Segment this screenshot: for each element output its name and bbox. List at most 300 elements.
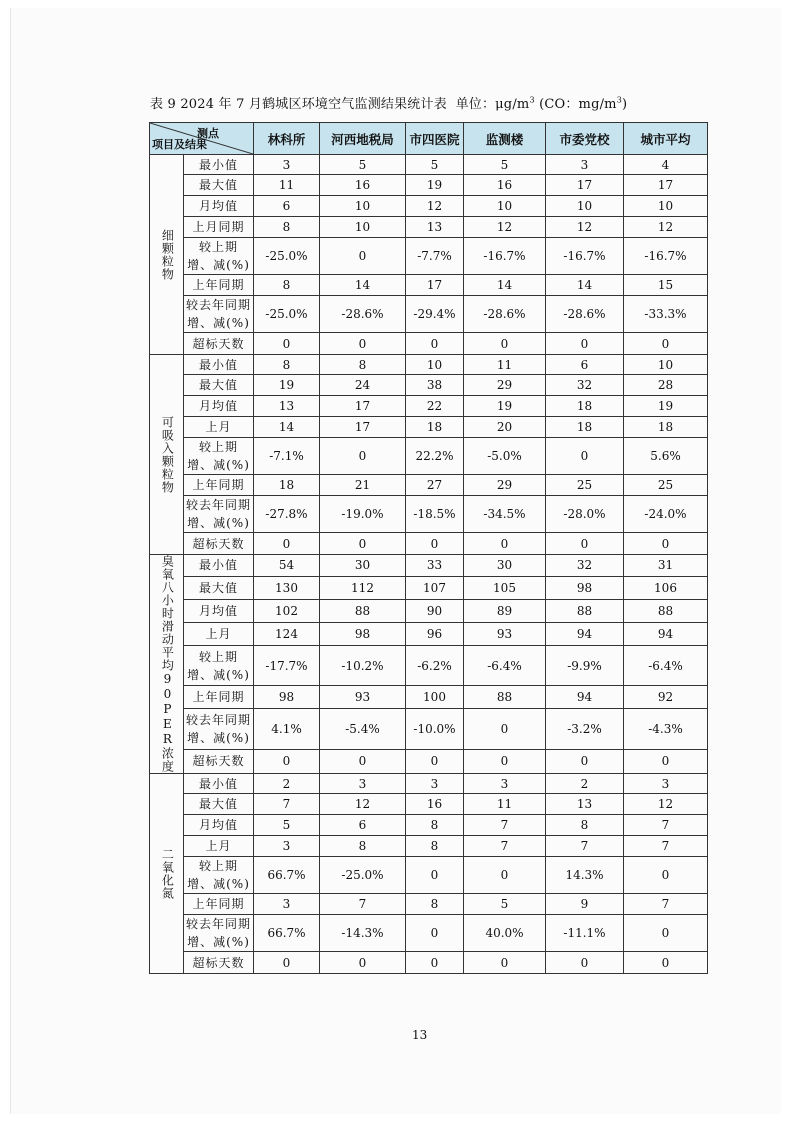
table-cell: 7 <box>254 794 320 815</box>
table-cell: 5 <box>464 155 546 175</box>
row-label <box>184 794 254 815</box>
table-cell: 10 <box>624 355 708 375</box>
row-label <box>184 375 254 396</box>
unit-prefix: 单位：μg/m <box>455 97 530 112</box>
table-cell: 19 <box>624 396 708 417</box>
table-row <box>150 355 708 375</box>
unit-co: (CO：mg/m <box>534 97 617 112</box>
table-cell: 3 <box>624 774 708 794</box>
row-label-line: 增、减(%) <box>187 516 250 530</box>
row-label-line: 超标天数 <box>192 955 245 970</box>
table-cell: 0 <box>624 533 708 555</box>
table-cell: 5.6% <box>624 438 708 475</box>
row-label-line: 较去年同期 <box>185 713 251 728</box>
table-row <box>150 794 708 815</box>
row-label <box>184 333 254 355</box>
table-cell: 92 <box>624 686 708 709</box>
table-cell: -25.0% <box>254 238 320 275</box>
row-label-line: 月均值 <box>198 399 238 413</box>
table-cell: 0 <box>254 749 320 773</box>
group-label: 细颗粒物 <box>150 155 184 355</box>
table-cell: 5 <box>320 155 406 175</box>
table-cell: 7 <box>624 836 708 857</box>
row-label <box>184 622 254 645</box>
table-cell: 18 <box>546 417 624 438</box>
column-header: 监测楼 <box>464 123 546 155</box>
table-cell: 0 <box>464 533 546 555</box>
row-label-line: 增、减(%) <box>187 731 250 746</box>
table-cell: -33.3% <box>624 296 708 333</box>
table-row <box>150 894 708 915</box>
table-cell: 14 <box>254 417 320 438</box>
table-cell: -16.7% <box>624 238 708 275</box>
table-row <box>150 622 708 645</box>
table-cell: 0 <box>546 952 624 974</box>
table-cell: 6 <box>254 196 320 217</box>
table-cell: 107 <box>406 576 464 599</box>
table-cell: 0 <box>546 749 624 773</box>
table-row <box>150 836 708 857</box>
table-cell: -5.0% <box>464 438 546 475</box>
table-cell: 3 <box>254 836 320 857</box>
table-cell: -28.6% <box>464 296 546 333</box>
row-label <box>184 815 254 836</box>
row-label-line: 超标天数 <box>192 336 245 351</box>
table-cell: 7 <box>464 815 546 836</box>
table-cell: 93 <box>464 622 546 645</box>
table-cell: -11.1% <box>546 915 624 952</box>
row-label <box>184 857 254 894</box>
table-row <box>150 333 708 355</box>
table-cell: -10.0% <box>406 709 464 750</box>
corner-header <box>150 123 254 155</box>
table-cell: 102 <box>254 599 320 622</box>
table-cell: -3.2% <box>546 709 624 750</box>
row-label-line: 上月同期 <box>192 220 245 234</box>
table-title <box>150 93 710 112</box>
table-row <box>150 396 708 417</box>
row-label-line: 最大值 <box>198 178 238 192</box>
table-cell: 0 <box>254 533 320 555</box>
table-cell: 6 <box>546 355 624 375</box>
row-label-line: 超标天数 <box>192 754 245 769</box>
table-cell: 88 <box>320 599 406 622</box>
row-label <box>184 396 254 417</box>
table-cell: 24 <box>320 375 406 396</box>
table-cell: 54 <box>254 555 320 577</box>
table-row <box>150 296 708 333</box>
table-cell: 0 <box>624 333 708 355</box>
table-cell: -16.7% <box>464 238 546 275</box>
table-cell: -28.6% <box>320 296 406 333</box>
table-cell: 3 <box>546 155 624 175</box>
table-cell: 100 <box>406 686 464 709</box>
row-label <box>184 915 254 952</box>
table-cell: 0 <box>320 333 406 355</box>
table-cell: 88 <box>546 599 624 622</box>
row-label-line: 最小值 <box>198 157 238 172</box>
table-cell: 30 <box>464 555 546 577</box>
table-cell: 32 <box>546 555 624 577</box>
table-cell: 90 <box>406 599 464 622</box>
table-cell: -14.3% <box>320 915 406 952</box>
row-label-line: 超标天数 <box>192 536 245 551</box>
table-cell: 0 <box>546 533 624 555</box>
row-label <box>184 217 254 238</box>
table-row <box>150 217 708 238</box>
row-label-line: 最大值 <box>198 378 238 392</box>
table-cell: 0 <box>624 749 708 773</box>
table-cell: 94 <box>624 622 708 645</box>
row-label-line: 增、减(%) <box>187 877 250 891</box>
row-label-line: 增、减(%) <box>187 458 250 472</box>
table-row <box>150 175 708 196</box>
table-row <box>150 533 708 555</box>
table-cell: -28.6% <box>546 296 624 333</box>
table-cell: 0 <box>464 709 546 750</box>
table-cell: 16 <box>320 175 406 196</box>
table-cell: 98 <box>320 622 406 645</box>
table-cell: 2 <box>546 774 624 794</box>
table-row <box>150 915 708 952</box>
row-label-line: 最小值 <box>198 357 238 372</box>
table-cell: 5 <box>464 894 546 915</box>
table-cell: -16.7% <box>546 238 624 275</box>
row-label-line: 最大值 <box>198 797 238 811</box>
table-cell: 0 <box>320 238 406 275</box>
row-label <box>184 155 254 175</box>
row-label-line: 上年同期 <box>192 278 245 292</box>
row-label <box>184 533 254 555</box>
row-label-line: 增、减(%) <box>187 316 250 330</box>
table-cell: 29 <box>464 475 546 496</box>
table-cell: 89 <box>464 599 546 622</box>
table-row <box>150 417 708 438</box>
table-cell: 25 <box>624 475 708 496</box>
table-cell: 30 <box>320 555 406 577</box>
table-cell: 33 <box>406 555 464 577</box>
table-cell: 66.7% <box>254 857 320 894</box>
table-cell: -6.4% <box>464 645 546 686</box>
table-cell: 15 <box>624 275 708 296</box>
table-cell: -7.7% <box>406 238 464 275</box>
row-label-line: 较去年同期 <box>185 498 251 512</box>
table-cell: 14 <box>320 275 406 296</box>
table-cell: 7 <box>624 815 708 836</box>
table-row <box>150 375 708 396</box>
table-cell: 18 <box>254 475 320 496</box>
row-label <box>184 952 254 974</box>
table-cell: -34.5% <box>464 496 546 533</box>
table-cell: 31 <box>624 555 708 577</box>
table-cell: -25.0% <box>254 296 320 333</box>
row-label-line: 增、减(%) <box>187 935 250 949</box>
table-row <box>150 555 708 577</box>
table-cell: -24.0% <box>624 496 708 533</box>
table-cell: 8 <box>406 836 464 857</box>
row-label-line: 较上期 <box>198 649 238 664</box>
table-cell: 0 <box>406 333 464 355</box>
table-cell: 11 <box>464 794 546 815</box>
table-cell: -17.7% <box>254 645 320 686</box>
table-cell: 0 <box>546 333 624 355</box>
table-cell: 13 <box>254 396 320 417</box>
row-label <box>184 709 254 750</box>
table-cell: 2 <box>254 774 320 794</box>
table-cell: 5 <box>254 815 320 836</box>
table-row <box>150 709 708 750</box>
row-label-line: 较去年同期 <box>185 917 251 931</box>
table-cell: -9.9% <box>546 645 624 686</box>
column-header: 城市平均 <box>624 123 708 155</box>
row-label-line: 较上期 <box>198 440 238 454</box>
table-cell: -25.0% <box>320 857 406 894</box>
table-cell: 7 <box>546 836 624 857</box>
table-cell: 0 <box>254 333 320 355</box>
table-cell: 17 <box>320 417 406 438</box>
row-label-line: 月均值 <box>198 199 238 213</box>
table-cell: 22 <box>406 396 464 417</box>
table-cell: 12 <box>406 196 464 217</box>
row-label-line: 最小值 <box>198 558 238 573</box>
table-cell: 19 <box>406 175 464 196</box>
header-row <box>150 123 708 155</box>
column-header: 河西地税局 <box>320 123 406 155</box>
table-cell: 17 <box>320 396 406 417</box>
table-cell: 10 <box>464 196 546 217</box>
table-cell: 14 <box>464 275 546 296</box>
table-cell: 0 <box>464 749 546 773</box>
row-label <box>184 774 254 794</box>
table-cell: 32 <box>546 375 624 396</box>
table-row <box>150 475 708 496</box>
row-label-line: 月均值 <box>198 603 238 618</box>
table-cell: 10 <box>320 196 406 217</box>
table-cell: 7 <box>320 894 406 915</box>
table-row <box>150 155 708 175</box>
table-cell: 7 <box>464 836 546 857</box>
table-row <box>150 774 708 794</box>
table-cell: 8 <box>320 836 406 857</box>
table-cell: 17 <box>546 175 624 196</box>
table-cell: 98 <box>254 686 320 709</box>
table-cell: 17 <box>406 275 464 296</box>
table-row <box>150 599 708 622</box>
table-cell: 8 <box>254 275 320 296</box>
table-row <box>150 857 708 894</box>
table-cell: 6 <box>320 815 406 836</box>
table-cell: 16 <box>406 794 464 815</box>
row-label <box>184 175 254 196</box>
row-label-line: 上月 <box>205 626 232 641</box>
table-row <box>150 275 708 296</box>
row-label <box>184 475 254 496</box>
table-cell: 12 <box>624 794 708 815</box>
table-cell: 18 <box>406 417 464 438</box>
table-cell: -6.4% <box>624 645 708 686</box>
group-label: 臭氧八小时滑动平均90PER浓度 <box>150 555 184 774</box>
row-label-line: 增、减(%) <box>187 258 250 272</box>
row-label-line: 上月 <box>205 420 232 434</box>
table-row <box>150 196 708 217</box>
group-label: 二氧化氮 <box>150 774 184 974</box>
table-cell: -29.4% <box>406 296 464 333</box>
table-cell: 16 <box>464 175 546 196</box>
table-cell: 27 <box>406 475 464 496</box>
table-cell: 0 <box>406 749 464 773</box>
table-cell: 10 <box>624 196 708 217</box>
row-label <box>184 645 254 686</box>
table-cell: 12 <box>320 794 406 815</box>
table-cell: 10 <box>406 355 464 375</box>
table-cell: 96 <box>406 622 464 645</box>
table-cell: 17 <box>624 175 708 196</box>
table-cell: 21 <box>320 475 406 496</box>
corner-item-label: 项目及结果 <box>152 138 207 151</box>
table-cell: 0 <box>624 952 708 974</box>
table-cell: 88 <box>464 686 546 709</box>
table-cell: 112 <box>320 576 406 599</box>
table-cell: 13 <box>406 217 464 238</box>
table-cell: 98 <box>546 576 624 599</box>
table-cell: 19 <box>464 396 546 417</box>
row-label <box>184 555 254 577</box>
table-cell: 66.7% <box>254 915 320 952</box>
table-cell: 0 <box>546 438 624 475</box>
table-cell: 88 <box>624 599 708 622</box>
table-cell: 124 <box>254 622 320 645</box>
row-label <box>184 417 254 438</box>
column-header: 市四医院 <box>406 123 464 155</box>
unit-sup: 3 <box>529 95 535 105</box>
row-label <box>184 749 254 773</box>
table-cell: 3 <box>406 774 464 794</box>
table-cell: 9 <box>546 894 624 915</box>
row-label <box>184 355 254 375</box>
table-cell: -27.8% <box>254 496 320 533</box>
group-label: 可吸入颗粒物 <box>150 355 184 555</box>
row-label <box>184 496 254 533</box>
table-cell: 0 <box>624 915 708 952</box>
table-cell: -4.3% <box>624 709 708 750</box>
row-label-line: 增、减(%) <box>187 667 250 682</box>
table-row <box>150 576 708 599</box>
row-label <box>184 576 254 599</box>
table-cell: 28 <box>624 375 708 396</box>
table-row <box>150 749 708 773</box>
row-label <box>184 196 254 217</box>
table-cell: 0 <box>464 333 546 355</box>
unit-co-sup: 3 <box>616 95 623 105</box>
table-cell: 14.3% <box>546 857 624 894</box>
row-label-line: 上月 <box>205 839 232 853</box>
table-cell: 4.1% <box>254 709 320 750</box>
table-cell: 38 <box>406 375 464 396</box>
table-cell: 3 <box>254 155 320 175</box>
table-cell: 5 <box>406 155 464 175</box>
table-row <box>150 815 708 836</box>
table-cell: 0 <box>320 749 406 773</box>
column-header: 市委党校 <box>546 123 624 155</box>
table-cell: 20 <box>464 417 546 438</box>
table-cell: 0 <box>624 857 708 894</box>
table-cell: 0 <box>406 857 464 894</box>
table-cell: 0 <box>464 952 546 974</box>
row-label <box>184 296 254 333</box>
row-label-line: 较上期 <box>198 859 238 873</box>
table-cell: 0 <box>320 952 406 974</box>
row-label <box>184 894 254 915</box>
row-label-line: 上年同期 <box>192 897 245 911</box>
table-cell: 8 <box>406 815 464 836</box>
row-label-line: 最大值 <box>198 580 238 595</box>
table-row <box>150 438 708 475</box>
row-label-line: 最小值 <box>198 776 238 791</box>
row-label <box>184 836 254 857</box>
row-label <box>184 599 254 622</box>
table-cell: 8 <box>254 217 320 238</box>
table-cell: 19 <box>254 375 320 396</box>
table-cell: 10 <box>546 196 624 217</box>
table-cell: 14 <box>546 275 624 296</box>
table-cell: 22.2% <box>406 438 464 475</box>
table-cell: 10 <box>320 217 406 238</box>
column-header: 林科所 <box>254 123 320 155</box>
row-label-line: 较去年同期 <box>185 298 251 312</box>
row-label <box>184 238 254 275</box>
table-cell: 0 <box>406 952 464 974</box>
table-cell: 8 <box>546 815 624 836</box>
table-cell: 7 <box>624 894 708 915</box>
table-cell: 11 <box>254 175 320 196</box>
table-cell: 8 <box>406 894 464 915</box>
table-cell: 0 <box>320 438 406 475</box>
table-cell: 12 <box>624 217 708 238</box>
table-cell: 13 <box>546 794 624 815</box>
table-cell: 106 <box>624 576 708 599</box>
air-quality-table <box>149 122 708 974</box>
table-cell: 3 <box>464 774 546 794</box>
table-cell: 3 <box>320 774 406 794</box>
row-label-line: 上年同期 <box>192 690 245 705</box>
table-cell: 18 <box>624 417 708 438</box>
page-number: 13 <box>412 1028 428 1042</box>
table-row <box>150 952 708 974</box>
table-cell: -5.4% <box>320 709 406 750</box>
table-cell: 93 <box>320 686 406 709</box>
table-row <box>150 645 708 686</box>
table-cell: 0 <box>254 952 320 974</box>
row-label-line: 月均值 <box>198 818 238 832</box>
table-cell: 130 <box>254 576 320 599</box>
table-cell: 11 <box>464 355 546 375</box>
table-cell: -18.5% <box>406 496 464 533</box>
table-cell: 29 <box>464 375 546 396</box>
row-label-line: 较上期 <box>198 240 238 254</box>
table-cell: 105 <box>464 576 546 599</box>
table-cell: 18 <box>546 396 624 417</box>
unit-end: ) <box>622 97 628 112</box>
table-cell: 4 <box>624 155 708 175</box>
table-row <box>150 496 708 533</box>
row-label-line: 上年同期 <box>192 478 245 492</box>
table-cell: 3 <box>254 894 320 915</box>
table-cell: 94 <box>546 686 624 709</box>
table-cell: 94 <box>546 622 624 645</box>
table-cell: 0 <box>320 533 406 555</box>
table-body <box>150 155 708 974</box>
row-label <box>184 275 254 296</box>
